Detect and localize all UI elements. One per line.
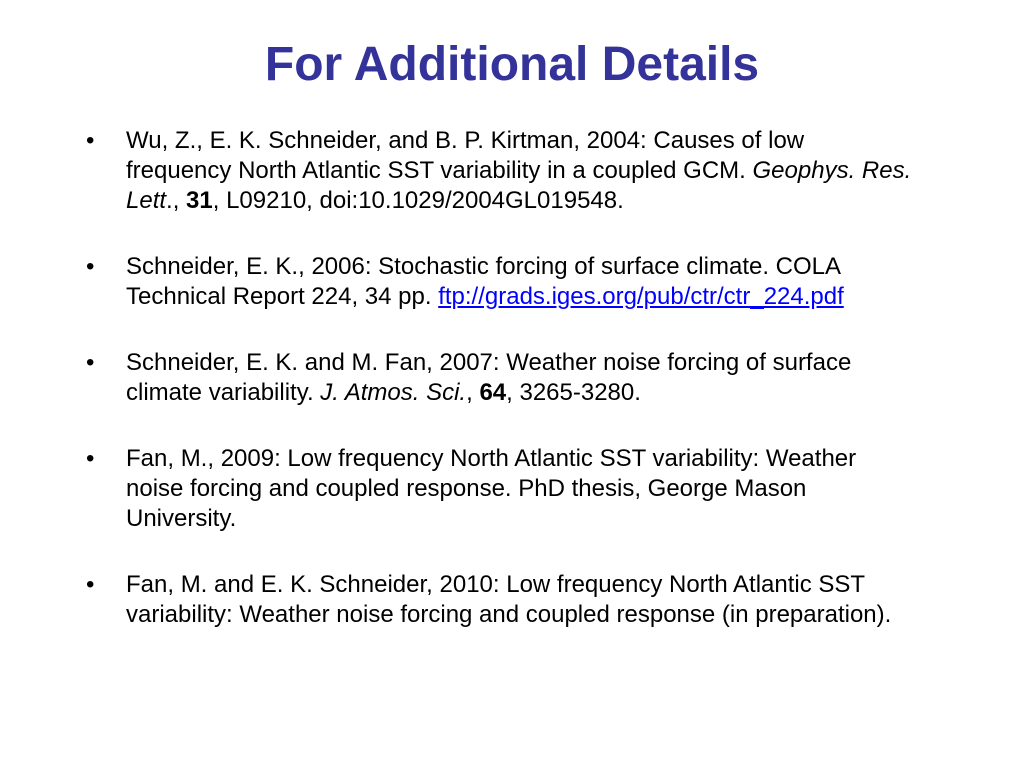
reference-list xyxy=(86,126,916,666)
bullet-icon: • xyxy=(86,445,95,472)
reference-segment: , xyxy=(466,379,480,406)
bullet-icon: • xyxy=(86,127,95,154)
bullet-icon: • xyxy=(86,253,95,280)
reference-item xyxy=(86,570,916,630)
reference-segment: ., xyxy=(166,187,187,214)
reference-item xyxy=(86,348,916,408)
reference-segment: Wu, Z., E. K. Schneider, and B. P. Kirtman, 2004: Causes of low frequency North Atlantic SST variability in a coupled GCM. xyxy=(126,127,805,184)
journal-name: J. Atmos. Sci. xyxy=(320,379,467,406)
reference-segment: Fan, M., 2009: Low frequency North Atlantic SST variability: Weather noise forcing and coupled response. PhD thesis, George Mason University. xyxy=(126,445,857,532)
reference-link[interactable]: ftp://grads.iges.org/pub/ctr/ctr_224.pdf xyxy=(438,283,844,310)
reference-text xyxy=(126,445,856,532)
slide-title: For Additional Details xyxy=(264,38,760,91)
bullet-icon: • xyxy=(86,571,95,598)
reference-segment: Schneider, E. K., 2006: Stochastic forcing of surface climate. COLA Technical Report 224, 34 pp. xyxy=(126,253,840,310)
volume-number: 64 xyxy=(479,379,507,406)
reference-segment: Fan, M. and E. K. Schneider, 2010: Low frequency North Atlantic SST variability: Weather noise forcing and coupled response (in preparation). xyxy=(126,571,892,628)
bullet-icon: • xyxy=(86,349,95,376)
reference-segment: Schneider, E. K. and M. Fan, 2007: Weather noise forcing of surface climate variability. xyxy=(126,349,852,406)
volume-number: 31 xyxy=(186,187,213,214)
reference-text xyxy=(126,349,851,406)
reference-segment: , L09210, doi:10.1029/2004GL019548. xyxy=(212,187,624,214)
reference-item xyxy=(86,126,916,216)
reference-text xyxy=(126,253,844,310)
reference-item xyxy=(86,444,916,534)
reference-segment: , 3265-3280. xyxy=(506,379,641,406)
reference-text xyxy=(126,127,911,214)
journal-name: Geophys. Res. Lett xyxy=(126,157,912,214)
reference-item xyxy=(86,252,916,312)
reference-text xyxy=(126,571,891,628)
